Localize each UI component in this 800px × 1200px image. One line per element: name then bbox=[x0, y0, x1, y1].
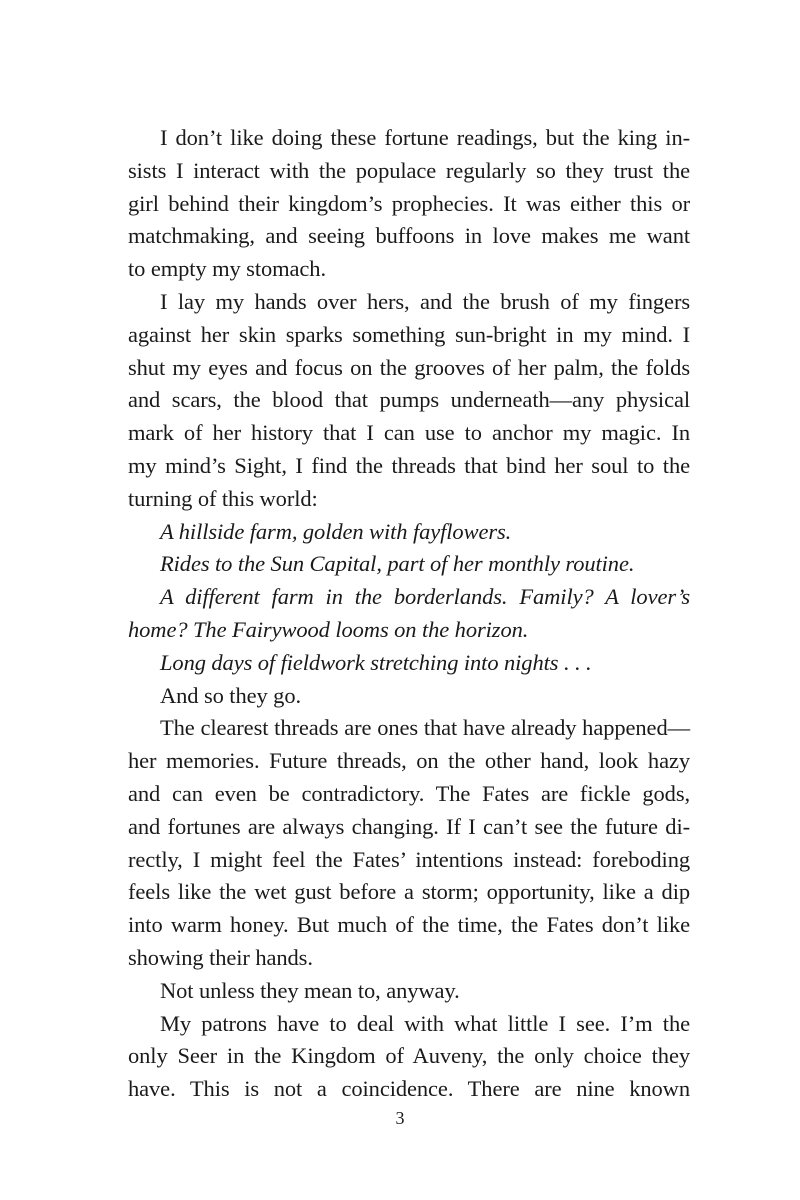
text-line: showing their hands. bbox=[128, 944, 313, 970]
italic-line: A different farm in the borderlands. Family? A lover’s bbox=[160, 584, 690, 610]
text-line: rectly, I might feel the Fates’ intentions instead: foreboding bbox=[128, 846, 690, 872]
text-line: The clearest threads are ones that have already happened— bbox=[160, 715, 690, 741]
text-line: matchmaking, and seeing buffoons in love makes me want bbox=[128, 223, 690, 249]
body-text bbox=[128, 122, 690, 1106]
text-line: shut my eyes and focus on the grooves of her palm, the folds bbox=[128, 354, 690, 380]
text-line: girl behind their kingdom’s prophecies. It was either this or bbox=[128, 190, 690, 216]
text-line: sists I interact with the populace regularly so they trust the bbox=[128, 157, 690, 183]
text-line: My patrons have to deal with what little I see. I’m the bbox=[160, 1010, 690, 1036]
text-line: into warm honey. But much of the time, the Fates don’t like bbox=[128, 912, 690, 938]
text-line: I lay my hands over hers, and the brush of my fingers bbox=[160, 288, 690, 314]
italic-line: Rides to the Sun Capital, part of her monthly routine. bbox=[160, 551, 635, 577]
italic-line: A hillside farm, golden with fayflowers. bbox=[160, 518, 512, 544]
text-line: and fortunes are always changing. If I can’t see the future di- bbox=[128, 813, 690, 839]
text-line: my mind’s Sight, I find the threads that bind her soul to the bbox=[128, 452, 690, 478]
text-line: only Seer in the Kingdom of Auveny, the only choice they bbox=[128, 1043, 690, 1069]
text-line: feels like the wet gust before a storm; opportunity, like a dip bbox=[128, 879, 690, 905]
text-line: And so they go. bbox=[160, 682, 301, 708]
italic-line: home? The Fairywood looms on the horizon. bbox=[128, 616, 529, 642]
text-line: turning of this world: bbox=[128, 485, 318, 511]
text-line: to empty my stomach. bbox=[128, 256, 326, 282]
text-line: Not unless they mean to, anyway. bbox=[160, 977, 460, 1003]
text-line: have. This is not a coincidence. There are nine known bbox=[128, 1076, 690, 1102]
text-line: and can even be contradictory. The Fates are fickle gods, bbox=[128, 780, 690, 806]
text-line: mark of her history that I can use to anchor my magic. In bbox=[128, 420, 690, 446]
italic-line: Long days of fieldwork stretching into nights . . . bbox=[160, 649, 592, 675]
text-line: and scars, the blood that pumps underneath—any physical bbox=[128, 387, 690, 413]
page-number: 3 bbox=[395, 1108, 405, 1128]
text-line: I don’t like doing these fortune readings, but the king in- bbox=[160, 125, 690, 150]
text-line: her memories. Future threads, on the other hand, look hazy bbox=[128, 748, 690, 774]
text-line: against her skin sparks something sun-bright in my mind. I bbox=[128, 321, 690, 347]
